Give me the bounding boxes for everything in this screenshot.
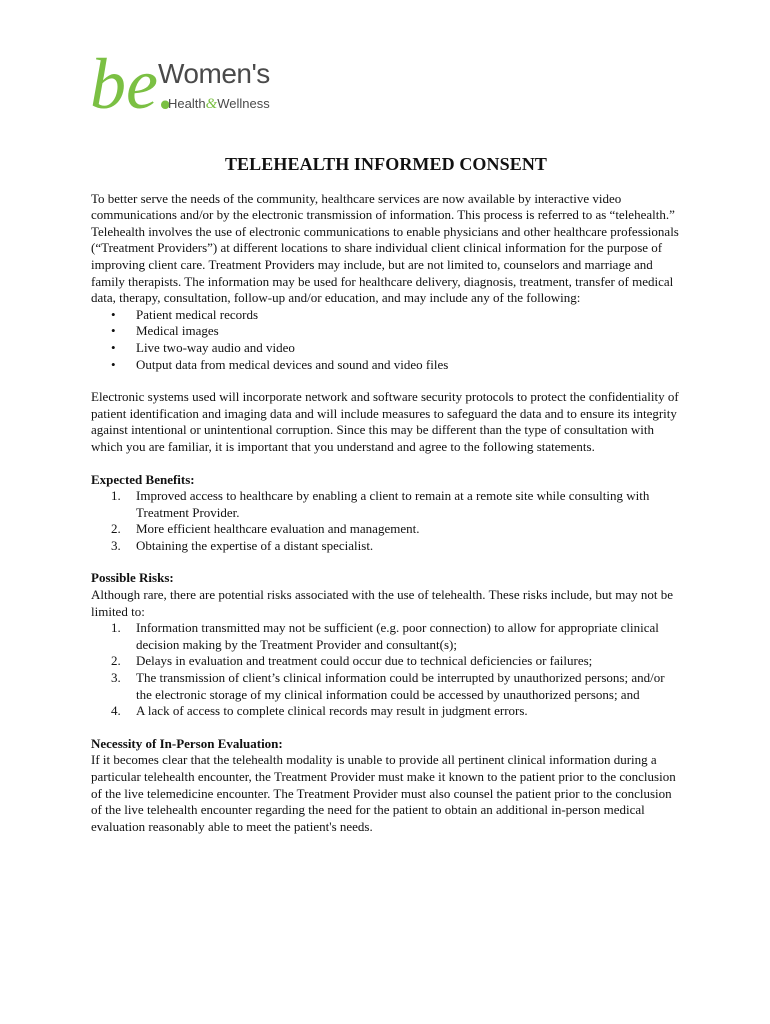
logo-sub-left: Health xyxy=(168,96,206,111)
list-item-text: Obtaining the expertise of a distant specialist. xyxy=(136,537,374,553)
list-item-text: Improved access to healthcare by enabling a client to remain at a remote site while consulting with Treatment Provider. xyxy=(136,488,650,520)
data-types-list xyxy=(91,307,681,373)
list-number: 4. xyxy=(111,703,121,719)
necessity-heading: Necessity of In-Person Evaluation: xyxy=(91,735,283,751)
logo-sub-amp: & xyxy=(205,96,218,112)
logo-subtitle xyxy=(168,96,270,113)
necessity-paragraph: If it becomes clear that the telehealth modality is unable to provide all pertinent clinical information during a particular telehealth encounter, the Treatment Provider must make it known to the patient prior to the conclusion of the live telemedicine encounter. The Treatment Provider must also counsel the patient prior to the conclusion of the live telehealth encounter regarding the need for the patient to obtain an additional in-person medical evaluation reasonably able to meet the patient's needs. xyxy=(91,752,676,834)
list-item-text: Delays in evaluation and treatment could occur due to technical deficiencies or failures; xyxy=(136,653,593,669)
list-number: 3. xyxy=(111,537,121,553)
logo xyxy=(90,42,290,122)
list-item-text: Information transmitted may not be sufficient (e.g. poor connection) to allow for appropriate clinical decision making by the Treatment Provider and consultant(s); xyxy=(136,620,659,652)
security-paragraph: Electronic systems used will incorporate network and software security protocols to protect the confidentiality of patient identification and imaging data and will include measures to safeguard the data and to ensure its integrity against intentional or unintentional corruption. Since this may be different than the type of consultation with which you are familiar, it is important that you understand and agree to the following statements. xyxy=(91,389,679,454)
list-item: • Output data from medical devices and sound and video files xyxy=(111,357,681,374)
list-item xyxy=(111,620,681,653)
logo-title: Women's xyxy=(158,58,270,89)
list-number: 2. xyxy=(111,521,121,537)
be-logo-mark-icon xyxy=(90,42,176,124)
list-item xyxy=(111,538,681,555)
list-number: 3. xyxy=(111,670,121,686)
list-item xyxy=(111,521,681,538)
risks-heading: Possible Risks: xyxy=(91,570,174,586)
list-item-text: More efficient healthcare evaluation and management. xyxy=(136,521,420,537)
benefits-heading: Expected Benefits: xyxy=(91,471,195,487)
list-item xyxy=(111,670,681,703)
risks-intro: Although rare, there are potential risks associated with the use of telehealth. These risks include, but may not be limited to: xyxy=(91,587,674,619)
logo-sub-right: Wellness xyxy=(217,96,270,111)
list-item-text: The transmission of client’s clinical information could be interrupted by unauthorized persons; and/or the electronic storage of my clinical information could be accessed by unauthorized persons; and xyxy=(136,670,665,702)
list-item xyxy=(111,488,681,521)
list-number: 1. xyxy=(111,620,121,636)
list-number: 1. xyxy=(111,488,121,504)
document-title: TELEHEALTH INFORMED CONSENT xyxy=(224,154,548,174)
list-item-text: A lack of access to complete clinical records may result in judgment errors. xyxy=(136,703,528,719)
intro-paragraph: To better serve the needs of the community, healthcare services are now available by interactive video communications and/or by the electronic transmission of information. This process is referred to as “telehealth.” Telehealth involves the use of electronic communications to enable physicians and other healthcare professionals (“Treatment Providers”) at different locations to share individual client clinical information for the purpose of improving client care. Treatment Providers may include, but are not limited to, counselors and marriage and family therapists. The information may be used for healthcare delivery, diagnosis, treatment, transfer of medical data, therapy, consultation, follow-up and/or education, and may include any of the following: xyxy=(91,190,679,306)
benefits-list xyxy=(91,488,681,554)
list-item: • Patient medical records xyxy=(111,307,681,324)
list-item: • Live two-way audio and video xyxy=(111,340,681,357)
document-body xyxy=(91,150,681,835)
logo-mark-letters: be. xyxy=(90,44,176,124)
list-item xyxy=(111,703,681,720)
risks-list xyxy=(91,620,681,720)
list-item xyxy=(111,653,681,670)
list-number: 2. xyxy=(111,653,121,669)
list-item: • Medical images xyxy=(111,323,681,340)
